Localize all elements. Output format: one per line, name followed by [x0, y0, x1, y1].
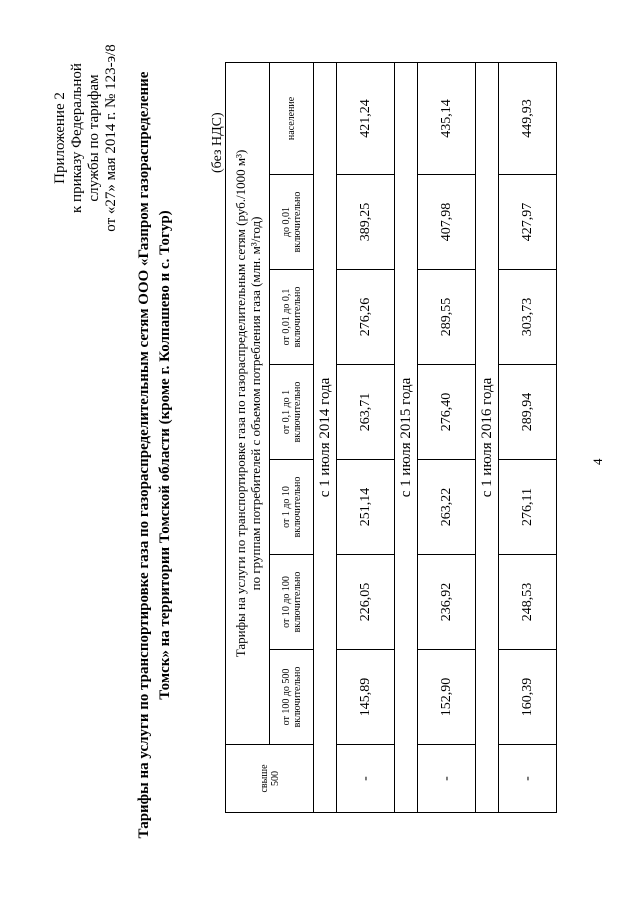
tariff-value-cell: 421,24	[337, 62, 395, 174]
column-header-line: от 0,1 до 1	[280, 389, 292, 435]
column-header	[270, 270, 314, 365]
tariff-group-header	[226, 62, 270, 744]
tariff-value-cell: 427,97	[499, 175, 557, 270]
tariff-values-row	[499, 62, 557, 812]
column-header	[270, 62, 314, 174]
title-line: Тарифы на услуги по транспортировке газа по газораспределительным сетям ООО «Газпром газораспределение	[136, 71, 152, 839]
tariff-value-cell: 152,90	[418, 650, 476, 745]
period-row	[395, 62, 418, 812]
header-cell-line: свыше	[258, 764, 270, 793]
vat-note: (без НДС)	[210, 112, 225, 173]
period-label: с 1 июля 2016 года	[476, 62, 499, 812]
column-header-row	[270, 62, 314, 812]
group-header-line: Тарифы на услуги по транспортировке газа по газораспределительным сетям (руб./1000 м³)	[232, 149, 248, 658]
column-header	[270, 460, 314, 555]
title-line: Томск» на территории Томской области (кроме г. Колпашево и с. Тогур)	[157, 210, 173, 700]
column-header-line: включительно	[291, 381, 303, 443]
column-header-line: от 1 до 10	[280, 486, 292, 528]
tariff-value-cell: 303,73	[499, 270, 557, 365]
column-header-line: включительно	[291, 286, 303, 348]
column-header	[270, 365, 314, 460]
tariff-value-cell: -	[499, 745, 557, 813]
document-title	[134, 65, 176, 845]
column-header	[270, 650, 314, 745]
tariff-values-row	[337, 62, 395, 812]
tariff-value-cell: 263,22	[418, 460, 476, 555]
column-header-line: от 0,01 до 0,1	[280, 288, 292, 346]
column-header	[270, 555, 314, 650]
tariff-value-cell: 160,39	[499, 650, 557, 745]
header-cell-line: 500	[269, 771, 281, 786]
tariff-values-row	[418, 62, 476, 812]
tariff-value-cell: 289,94	[499, 365, 557, 460]
tariff-value-cell: 276,11	[499, 460, 557, 555]
tariff-value-cell: 226,05	[337, 555, 395, 650]
tariff-value-cell: 449,93	[499, 62, 557, 174]
appendix-line: от «27» мая 2014 г. № 123-э/8	[103, 44, 119, 232]
group-header-line: по группам потребителей с объемом потребления газа (млн. м³/год)	[247, 216, 263, 591]
tariff-value-cell: -	[337, 745, 395, 813]
column-header-line: включительно	[291, 571, 303, 633]
tariff-value-cell: 289,55	[418, 270, 476, 365]
column-header	[270, 175, 314, 270]
page-number: 4	[590, 458, 605, 465]
column-header-line: от 100 до 500	[280, 668, 292, 726]
tariff-value-cell: 389,25	[337, 175, 395, 270]
column-header-line: от 10 до 100	[280, 576, 292, 628]
appendix-line: к приказу Федеральной	[69, 63, 85, 213]
column-header-line: включительно	[291, 191, 303, 253]
column-header-line: до 0,01	[280, 206, 292, 238]
tariff-value-cell: 236,92	[418, 555, 476, 650]
appendix-line: службы по тарифам	[86, 74, 102, 202]
tariff-value-cell: 276,40	[418, 365, 476, 460]
period-row	[476, 62, 499, 812]
tariff-table	[225, 62, 557, 813]
tariff-value-cell: -	[418, 745, 476, 813]
period-label: с 1 июля 2015 года	[395, 62, 418, 812]
tariff-value-cell: 251,14	[337, 460, 395, 555]
tariff-value-cell: 263,71	[337, 365, 395, 460]
header-cell-over-500	[226, 745, 314, 813]
tariff-value-cell: 407,98	[418, 175, 476, 270]
appendix-reference	[52, 23, 120, 253]
tariff-value-cell: 248,53	[499, 555, 557, 650]
period-row	[314, 62, 337, 812]
appendix-line: Приложение 2	[52, 92, 68, 184]
tariff-value-cell: 276,26	[337, 270, 395, 365]
tariff-value-cell: 145,89	[337, 650, 395, 745]
column-header-line: включительно	[291, 666, 303, 728]
column-header-line: включительно	[291, 476, 303, 538]
period-label: с 1 июля 2014 года	[314, 62, 337, 812]
tariff-value-cell: 435,14	[418, 62, 476, 174]
column-header-line: население	[286, 96, 297, 141]
